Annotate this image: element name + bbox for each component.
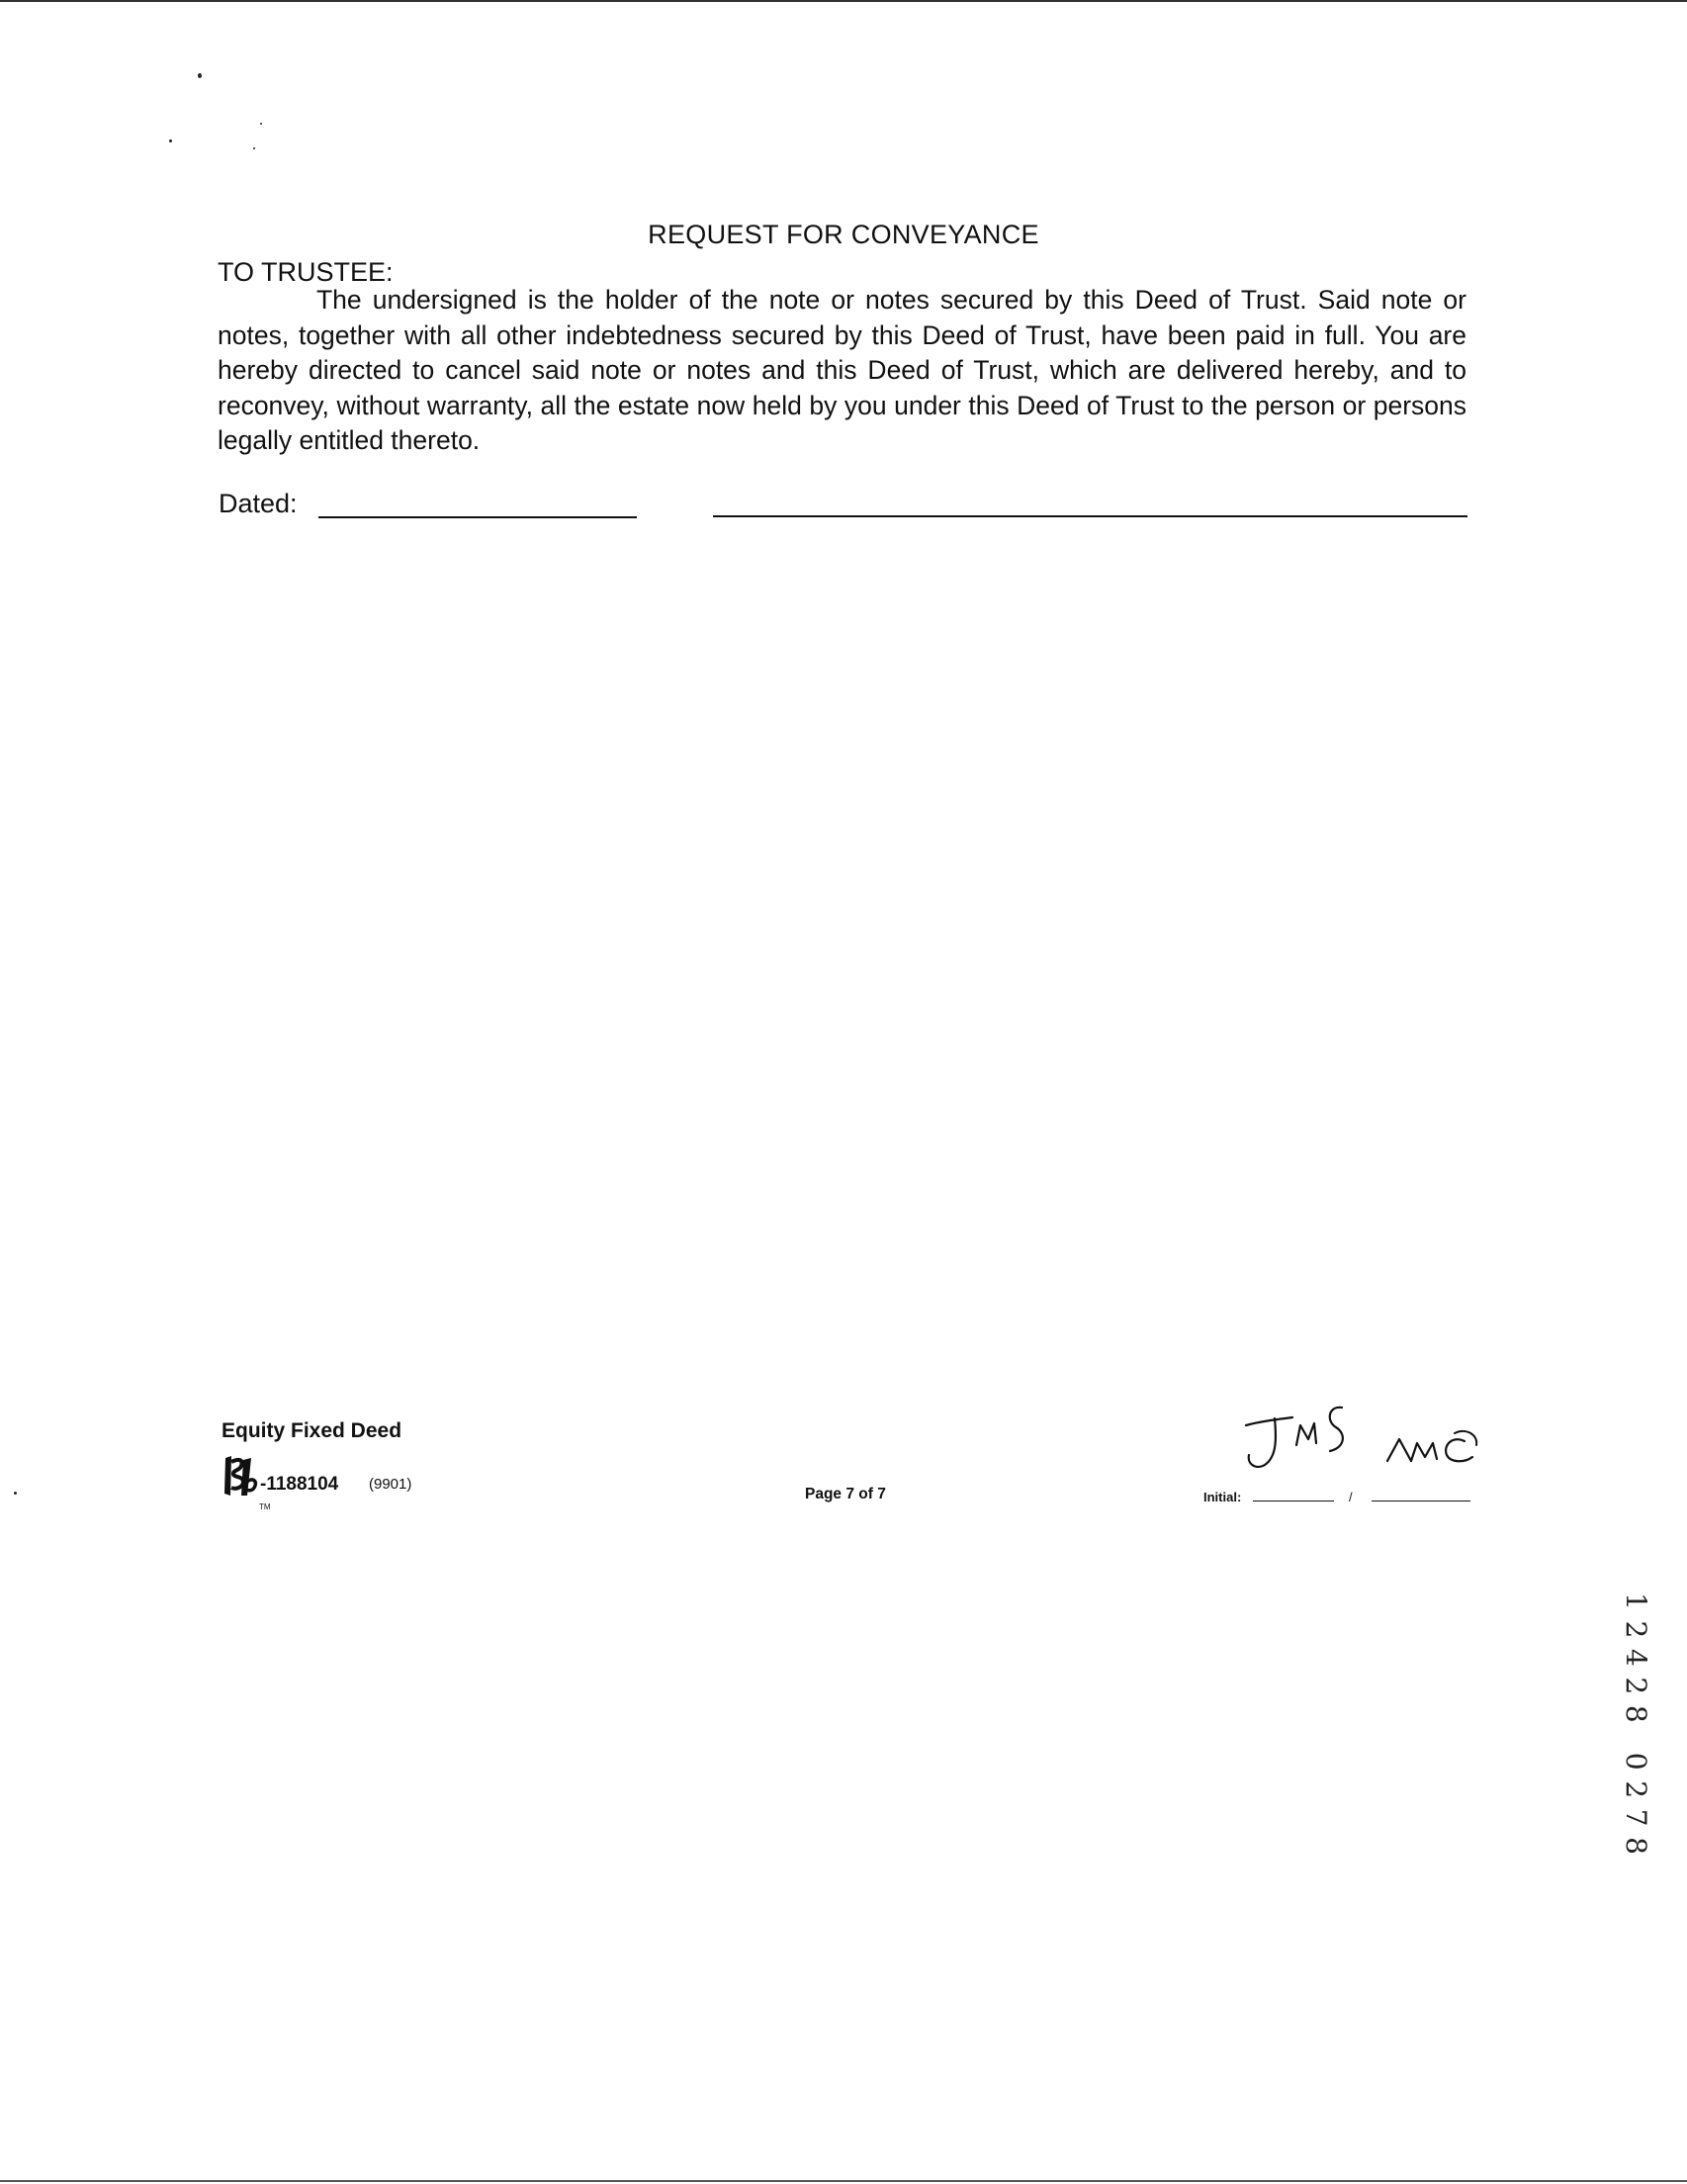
handwritten-initials xyxy=(1231,1400,1498,1499)
scan-speck xyxy=(198,73,202,78)
scan-speck xyxy=(260,123,262,125)
body-paragraph xyxy=(218,283,1466,459)
form-publisher-logo-icon xyxy=(222,1452,259,1500)
scan-edge-bottom xyxy=(0,2180,1687,2182)
initial-separator: / xyxy=(1349,1490,1353,1504)
trademark-mark: TM xyxy=(259,1502,271,1511)
date-field-line xyxy=(318,516,637,518)
scan-edge-top xyxy=(0,0,1687,2)
scan-speck xyxy=(169,139,172,142)
initial-line-coborrower xyxy=(1372,1501,1470,1502)
form-number: -1188104 xyxy=(260,1474,339,1495)
recording-stamp-number xyxy=(1619,1592,1654,1860)
dated-label: Dated: xyxy=(219,489,298,518)
page-number: Page 7 of 7 xyxy=(805,1486,886,1502)
signature-field-line xyxy=(713,515,1467,517)
scan-speck xyxy=(253,147,255,149)
body-text: The undersigned is the holder of the note or notes secured by this Deed of Trust. Said note or notes, together with all other indebtedness secured by this Deed of Trust, have been paid in full. You are hereby directed to cancel said note or notes and this Deed of Trust, which are delivered hereby, and to reconvey, without warranty, all the estate now held by you under this Deed of Trust to the person or persons legally entitled thereto. xyxy=(218,285,1466,455)
initial-label: Initial: xyxy=(1203,1490,1242,1504)
document-title: REQUEST FOR CONVEYANCE xyxy=(648,220,1039,249)
form-name: Equity Fixed Deed xyxy=(222,1419,402,1442)
form-date: (9901) xyxy=(369,1476,412,1493)
stamp-number-text: 12428 0278 xyxy=(1620,1592,1652,1855)
salutation: TO TRUSTEE: xyxy=(218,257,394,287)
scan-speck xyxy=(14,1492,17,1495)
initial-line-borrower xyxy=(1253,1501,1334,1502)
